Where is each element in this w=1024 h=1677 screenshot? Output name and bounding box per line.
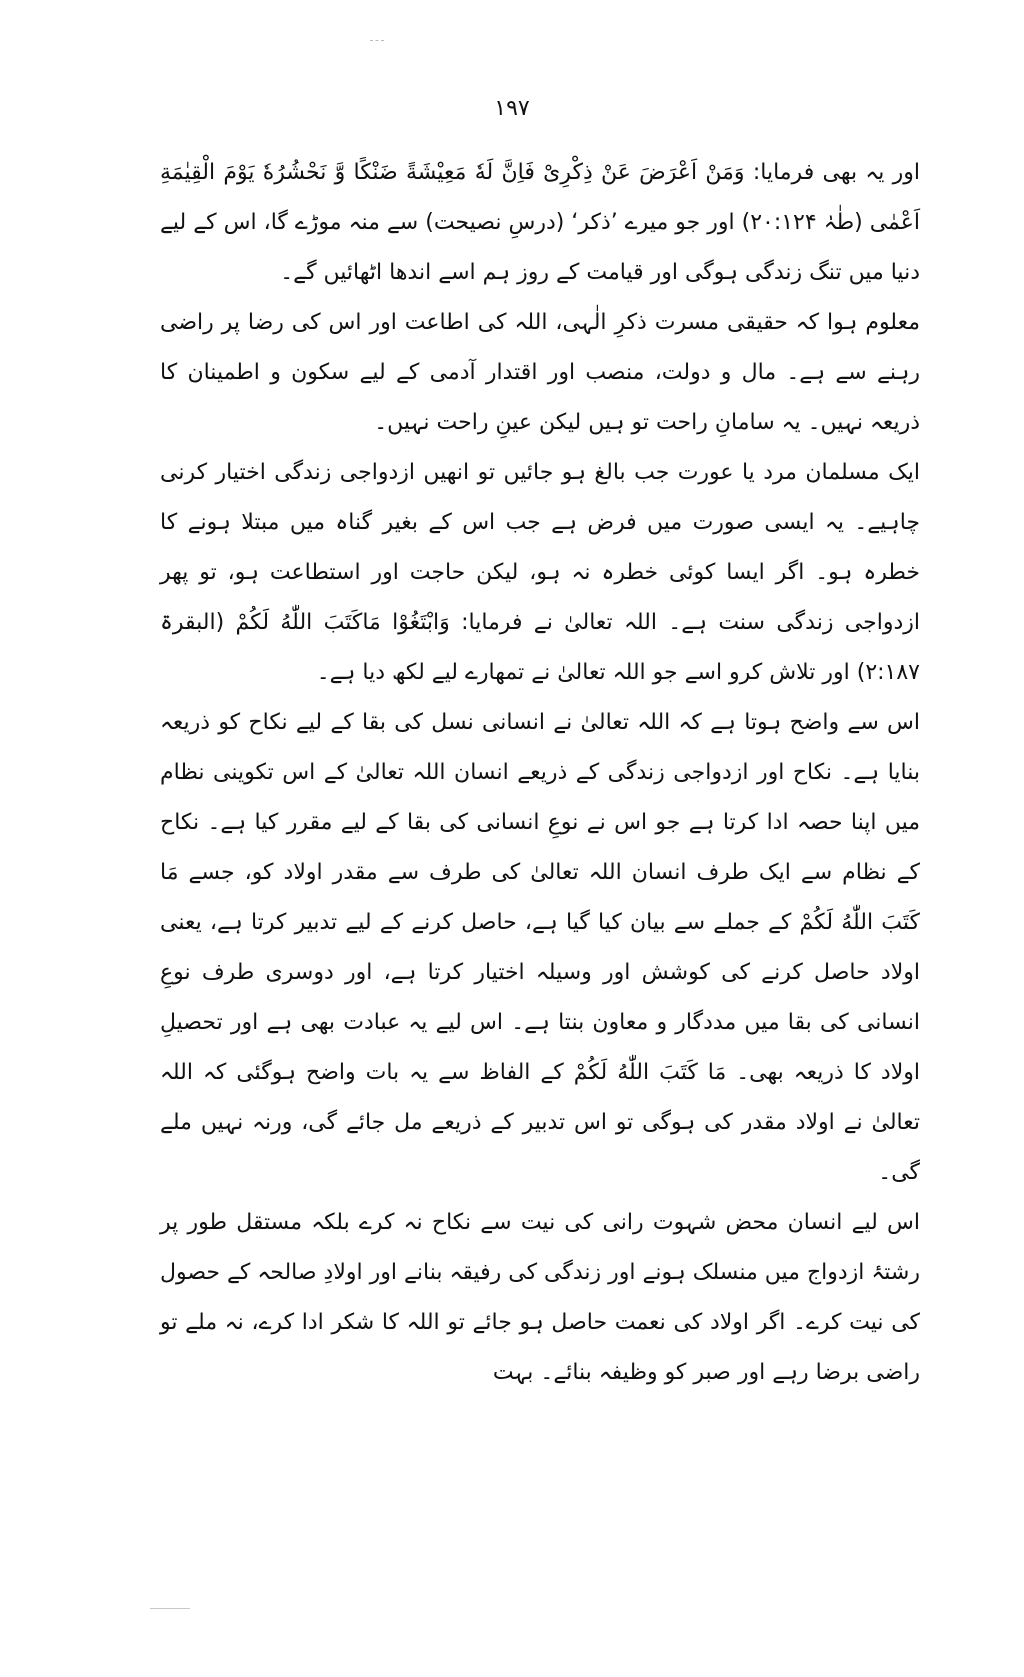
paragraph-marriage-purpose: اس سے واضح ہوتا ہے کہ اللہ تعالیٰ نے انسانی نسل کی بقا کے لیے نکاح کو ذریعہ بنایا ہے۔ نکاح اور ازدواجی زندگی کے ذریعے انسان اللہ تعالیٰ کے اس تکوینی نظام میں اپنا حصہ ادا کرتا ہے جو اس نے نوعِ انسانی کی بقا کے لیے مقرر کیا ہے۔ نکاح کے نظام سے ایک طرف انسان اللہ تعالیٰ کی طرف سے مقدر اولاد کو، جسے مَا کَتَبَ اللّٰهُ لَکُمْ کے جملے سے بیان کیا گیا ہے، حاصل کرنے کے لیے تدبیر کرتا ہے، یعنی اولاد حاصل کرنے کی کوشش اور وسیلہ اختیار کرتا ہے، اور دوسری طرف نوعِ انسانی کی بقا میں مددگار و معاون بنتا ہے۔ اس لیے یہ عبادت بھی ہے اور تحصیلِ اولاد کا ذریعہ بھی۔ مَا کَتَبَ اللّٰهُ لَکُمْ کے الفاظ سے یہ بات واضح ہوگئی کہ اللہ تعالیٰ نے اولاد مقدر کی ہوگی تو اس تدبیر کے ذریعے مل جائے گی، ورنہ نہیں ملے گی۔: [160, 710, 920, 1185]
page-number: ١٩٧: [494, 96, 530, 121]
paragraph-intention: اس لیے انسان محض شہوت رانی کی نیت سے نکاح نہ کرے بلکہ مستقل طور پر رشتۂ ازدواج میں منسلک ہونے اور زندگی کی رفیقہ بنانے اور اولادِ صالحہ کے حصول کی نیت کرے۔ اگر اولاد کی نعمت حاصل ہو جائے تو اللہ کا شکر ادا کرے، نہ ملے تو راضی برضا رہے اور صبر کو وظیفہ بنائے۔ بہت: [160, 1210, 920, 1385]
paragraph-true-happiness: معلوم ہوا کہ حقیقی مسرت ذکرِ الٰہی، اللہ کی اطاعت اور اس کی رضا پر راضی رہنے سے ہے۔ مال و دولت، منصب اور اقتدار آدمی کے لیے سکون و اطمینان کا ذریعہ نہیں۔ یہ سامانِ راحت تو ہیں لیکن عینِ راحت نہیں۔: [160, 310, 920, 435]
scan-mark: [370, 40, 384, 41]
paragraph-quran-verse: اور یہ بھی فرمایا: وَمَنْ اَعْرَضَ عَنْ ذِکْرِیْ فَاِنَّ لَهٗ مَعِیْشَةً ضَنْکًا وَّ نَحْشُرُهٗ یَوْمَ الْقِیٰمَةِ اَعْمٰی (طٰہٰ ۲۰:۱۲۴) اور جو میرے ’ذکر‘ (درسِ نصیحت) سے منہ موڑے گا، اس کے لیے دنیا میں تنگ زندگی ہوگی اور قیامت کے روز ہم اسے اندھا اٹھائیں گے۔: [160, 160, 920, 285]
paragraph-marriage-obligation: ایک مسلمان مرد یا عورت جب بالغ ہو جائیں تو انھیں ازدواجی زندگی اختیار کرنی چاہیے۔ یہ ایسی صورت میں فرض ہے جب اس کے بغیر گناہ میں مبتلا ہونے کا خطرہ ہو۔ اگر ایسا کوئی خطرہ نہ ہو، لیکن حاجت اور استطاعت ہو، تو پھر ازدواجی زندگی سنت ہے۔ اللہ تعالیٰ نے فرمایا: وَابْتَغُوْا مَاکَتَبَ اللّٰهُ لَکُمْ (البقرۃ ۲:۱۸۷) اور تلاش کرو اسے جو اللہ تعالیٰ نے تمھارے لیے لکھ دیا ہے۔: [160, 460, 920, 685]
scan-mark-bottom: [150, 1608, 190, 1609]
body-text: [160, 148, 920, 1398]
